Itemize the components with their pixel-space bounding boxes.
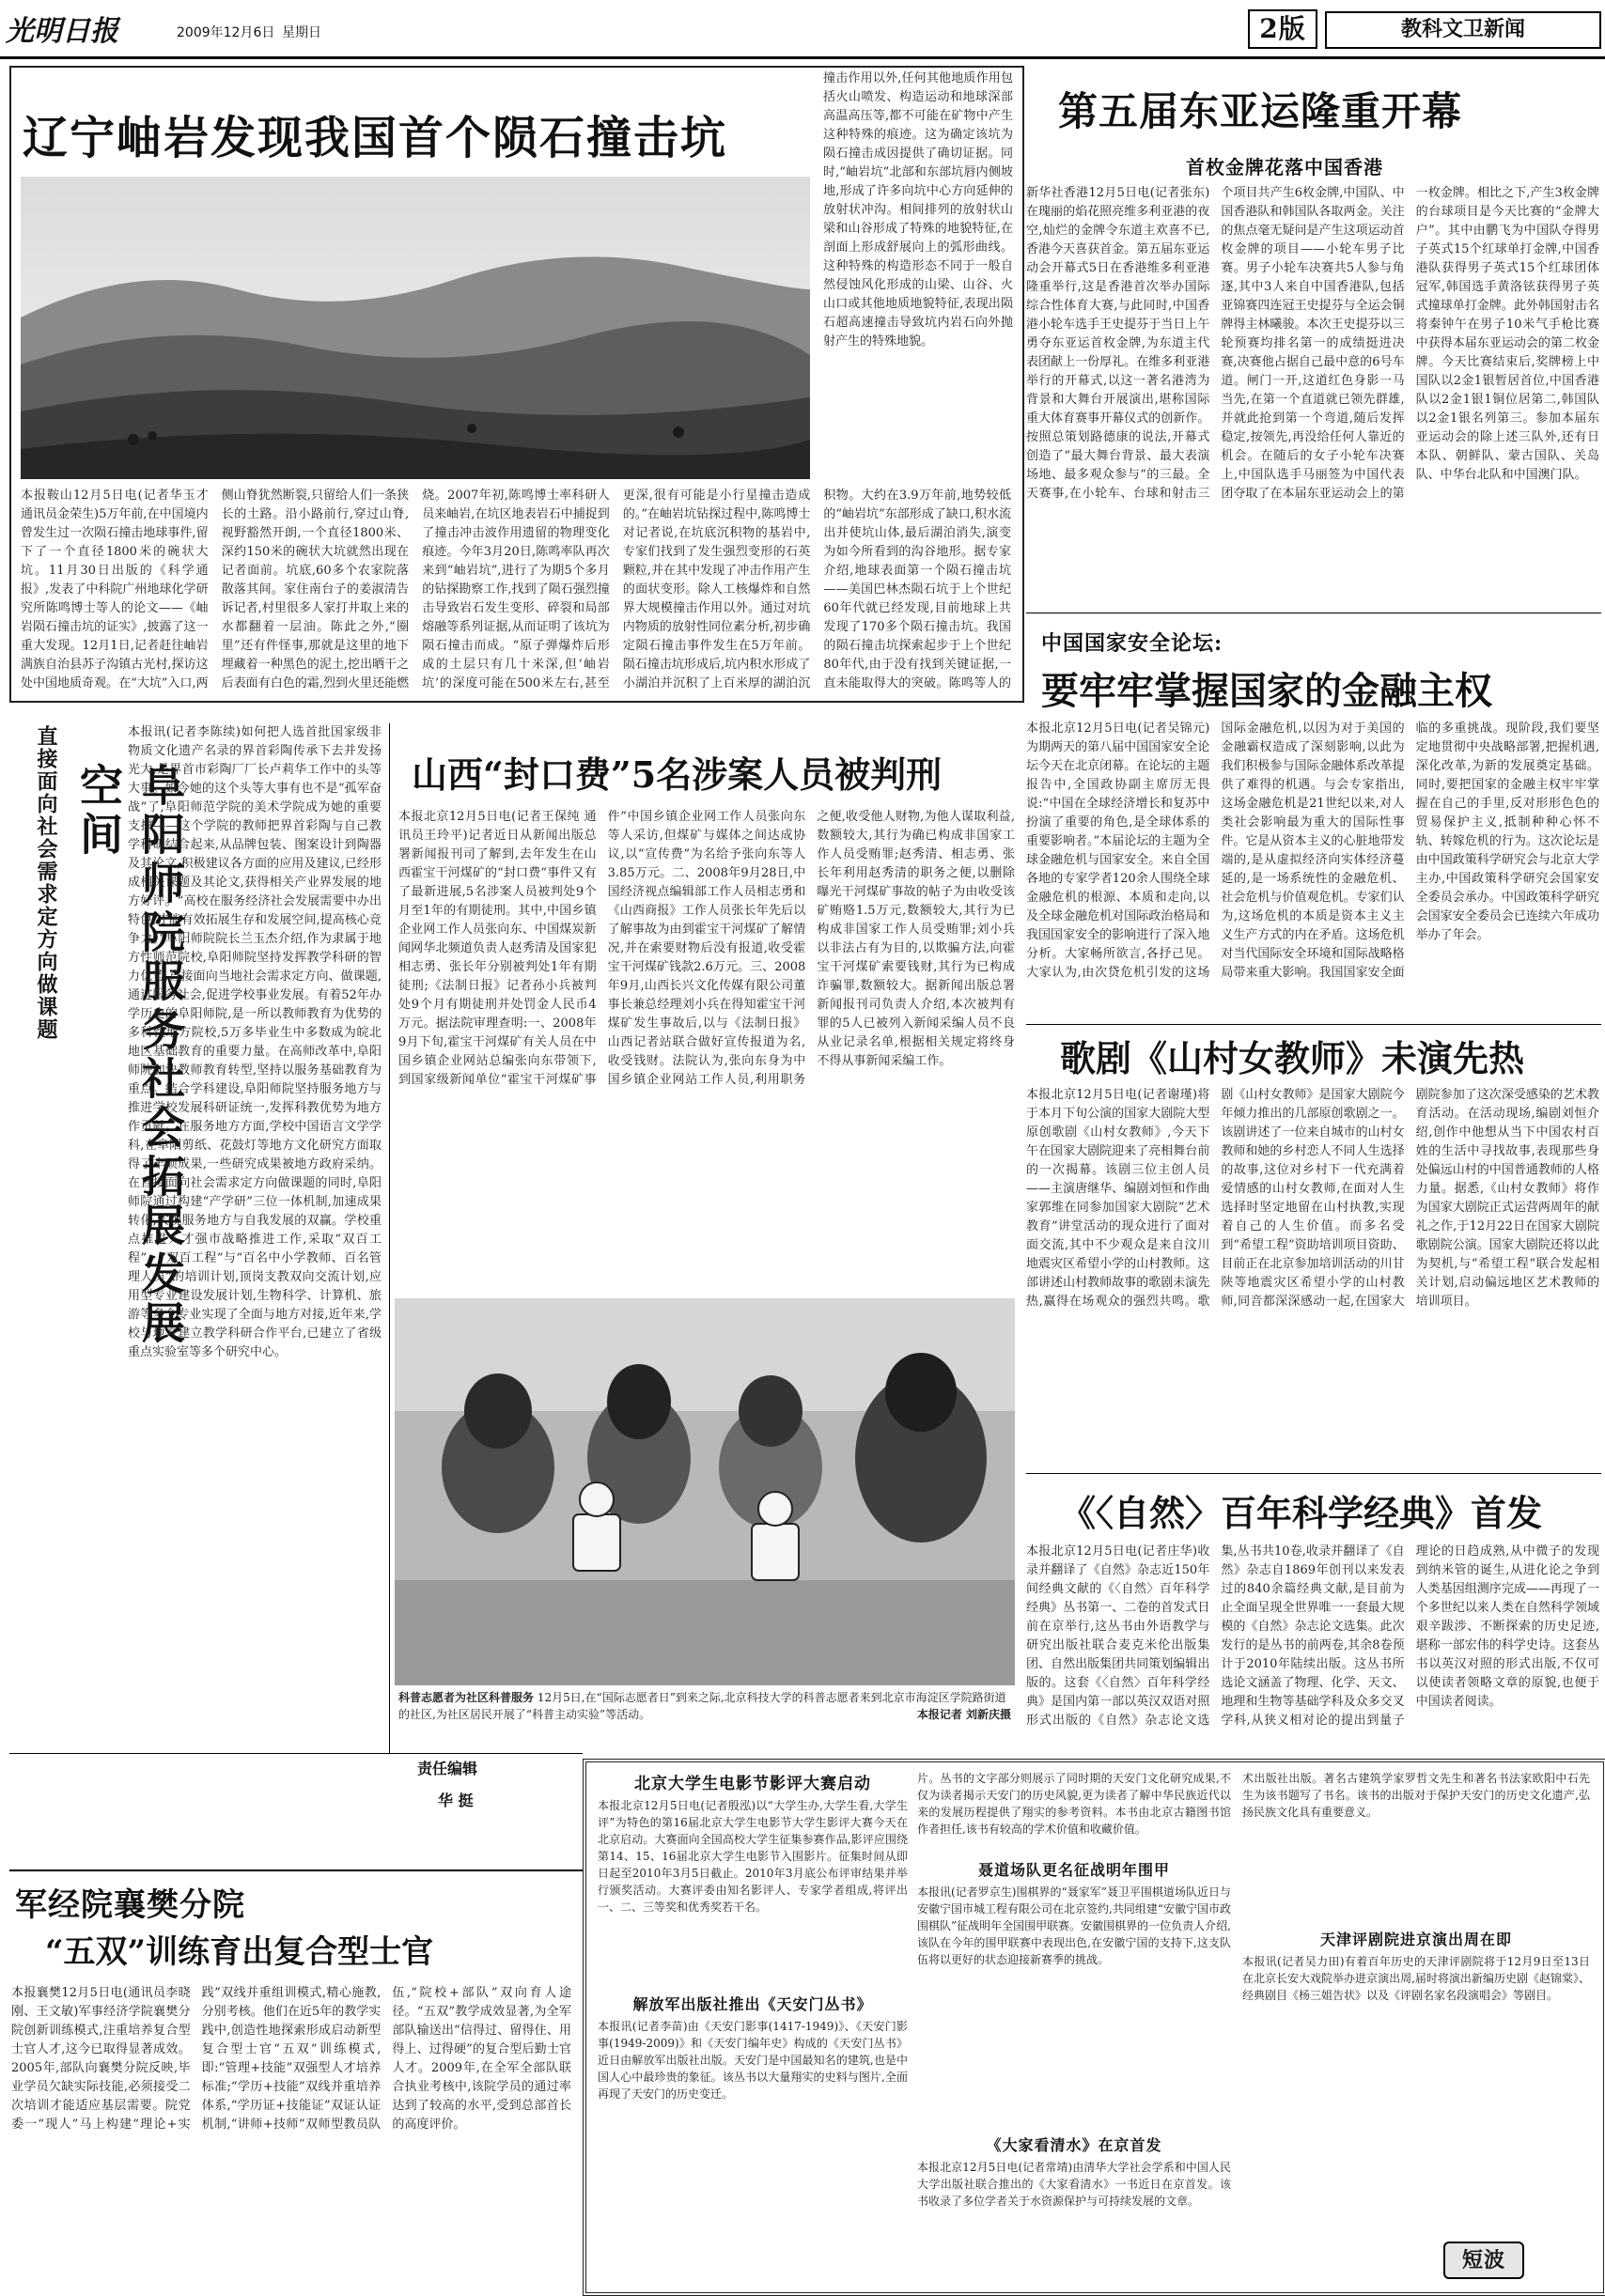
military-title-2: “五双”训练育出复合型士官 (45, 1933, 434, 1971)
newspaper-logo: 光明日报 (6, 15, 118, 48)
issue-date: 2009年12月6日 (177, 25, 275, 40)
fuyang-subtitle: 直接面向社会需求定方向做课题 (34, 725, 58, 1041)
brief-1-body: 本报北京12月5日电(记者殷泓)以“大学生办,大学生看,大学生评”为特色的第16届北京大学生电影节大学生影评大赛今天在北京启动。大赛面向全国高校大学生征集参赛作品,影评应围绕第14、15、16届北京大学生电影节入围影片。征集时间从即日起至2010年3月5日截止。2010年3月底公布评审结果并举行颁奖活动。大赛评委由知名影评人、专家学者组成,将评出一、二、三等奖和优秀奖若干名。 (598, 1799, 908, 1914)
opera-title: 歌剧《山村女教师》未演先热 (1060, 1037, 1525, 1079)
fuyang-title: 阜阳师院服务社会拓展发展空间 (73, 763, 186, 1349)
brief-4-body: 本报北京12月5日电(记者常靖)由清华大学社会学系和中国人民大学出版社联合推出的《大家看清水》一书近日在京首发。该书收录了多位学者关于水资源保护与可持续发展的文章。 (917, 2161, 1231, 2208)
page-number: 2版 (1248, 9, 1317, 49)
fuyang-body: 本报讯(记者李陈续)如何把人选首批国家级非物质文化遗产名录的界首彩陶传承下去并发扬光大,是界首市彩陶厂厂长卢莉华工作中的头等大事。如今她的这个头等大事有也不是“孤军奋战”了,阜阳师范学院的美术学院成为她的重要支撑——这个学院的教师把界首彩陶与自己教学科研结合起来,从品牌包装、图案设计到陶器及其论文,积极建议各方面的应用及建议,已经形成相关课题及其论文,获得相关产业界发展的地方好评。“高校在服务经济社会发展需要中办出特色,才能有效拓展生存和发展空间,提高核心竞争力。”阜阳师院院长兰玉杰介绍,作为隶属于地方性师范院校,阜阳师院坚持发挥教学科研的智力优势,直接面向当地社会需求定方向、做课题,通过服务社会,促进学校事业发展。有着52年办学历史的阜阳师院,是一所以教师教育为优势的多科性地方院校,5万多毕业生中多数成为皖北地区基础教育的重要力量。在高师改革中,阜阳师院加快教师教育转型,坚持以服务基础教育为重点。结合学科建设,阜阳师院坚持服务地方与推进学校发展科研证统一,发挥科教优势为地方作贡献。在服务地方方面,学校中国语言文学学科,在阜阳剪纸、花鼓灯等地方文化研究方面取得了丰硕成果,一些研究成果被地方政府采纳。在直接面向社会需求定方向做课题的同时,阜阳师院通过构建“产学研”三位一体机制,加速成果转化,实现服务地方与自我发展的双赢。学校重点推进人才强市战略推进工作,采取“双百工程”、“双百工程”与“百名中小学教师、百名管理人员”的培训计划,顶岗支教双向交流计划,应用型专业建设发展计划,生物科学、计算机、旅游等多个专业实现了全面与地方对接,近年来,学校与地方建立教学科研合作平台,已建立了省级重点实验室等多个研究中心。 (128, 725, 382, 1359)
shanxi-case-body: 本报北京12月5日电(记者王保纯 通讯员王玲平)记者近日从新闻出版总署新闻报刊司了解到,去年发生在山西霍宝干河煤矿的“封口费”事件又有了最新进展,5名涉案人员被判处9个月至1年的有期徒刑。其中,中国乡镇企业网工作人员张向东、中国煤炭新闻网华北频道负责人赵秀清及国家犯相志勇、张长年分别被判处1年有期徒刑;《法制日报》记者孙小兵被判处9个月有期徒刑并处罚金人民币4万元。据法院审理查明:一、2008年9月下旬,霍宝干河煤矿有关人员在中国乡镇企业网站总编张向东带领下,到国家级新闻单位“霍宝干河煤矿事件”中国乡镇企业网工作人员张向东等人采访,但煤矿与媒体之间达成协议,以“宣传费”为名给予张向东等人3.85万元。二、2008年9月28日,中国经济视点编辑部工作人员相志勇和《山西商报》工作人员张长年先后以了解事故为由到霍宝干河煤矿了解情况,并在索要财物后没有报道,收受霍宝干河煤矿钱款2.6万元。三、2008年9月,山西长兴文化传媒有限公司董事长兼总经理刘小兵在得知霍宝干河煤矿发生事故后,以与《法制日报》山西记者站联合做好宣传报道为名,收受钱财。法院认为,张向东身为中国乡镇企业网站工作人员,利用职务之便,收受他人财物,为他人谋取利益,数额较大,其行为确已构成非国家工作人员受贿罪;赵秀清、相志勇、张长年利用赵秀清的职务之便,以删除曝光干河煤矿事故的帖子为由收受该矿贿赂1.5万元,数额较大,其行为已构成非国家工作人员受贿罪;刘小兵以非法占有为目的,以欺骗方法,向霍宝干河煤矿索要钱财,其行为已构成诈骗罪,数额较大。据新闻出版总署新闻报刊司负责人介绍,本次被判有罪的5人已被列入新闻采编人员不良从业记录名单,根据相关规定将终身不得从事新闻采编工作。 (398, 810, 1015, 1087)
meteorite-side-text: 撞击作用以外,任何其他地质作用包括火山喷发、构造运动和地球深部高温高压等,都不可能在矿物中产生这种特殊的痕迹。这为确定该坑为陨石撞击成因提供了确切证据。同时,“岫岩坑”北部和东部坑唇内侧坡地,形成了许多向坑中心方向延伸的放射状冲沟。相间排列的放射状山梁和山谷形成了特殊的地貌特征,在剖面上形成舒展向上的弧形曲线。这种特殊的构造形态不同于一般自然侵蚀风化形成的山梁、山谷、火山口或其他地质地貌特征,表现出陨石超高速撞击导致坑内岩石向外抛射产生的特殊地貌。 (823, 71, 1013, 349)
brief-6-body: 片。丛书的文字部分则展示了同时期的天安门文化研究成果,不仅为读者揭示天安门的历史风貌,更为读者了解中华民族近代以来的发展历程提供了翔实的参考资料。本书由北京古籍图书馆作者担任,该书有较高的学术价值和收藏价值。 (917, 1772, 1231, 1836)
briefs-tag: 短波 (1443, 2242, 1524, 2279)
military-title-1: 军经院襄樊分院 (15, 1886, 245, 1924)
opera-body: 本报北京12月5日电(记者谢瑾)将于本月下旬公演的国家大剧院大型原创歌剧《山村女教师》,今天下午在国家大剧院迎来了亮相舞台前的一次揭幕。该剧三位主创人员——主演唐继华、编剧刘恒和作曲家郭维在同参加国家大剧院“艺术教育”讲堂活动的现众进行了面对面交流,其中不少观众是来自汶川地震灾区希望小学的山村教师。这部讲述山村教师故事的歌剧未演先热,赢得在场观众的强烈共鸣。歌剧《山村女教师》是国家大剧院今年倾力推出的几部原创歌剧之一。该剧讲述了一位来自城市的山村女教师和她的乡村恋人不同人生选择的故事,这位对乡村下一代充满着爱情感的山村女教师,在面对人生选择时坚定地留在山村执教,实现着自己的人生价值。而多名受到“希望工程”资助培训项目资助、目前正在北京参加培训活动的川甘陕等地震灾区希望小学的山村教师,同音都深深感动一起,在国家大剧院参加了这次深受感染的艺术教育活动。在活动现场,编剧刘恒介绍,创作中他想从当下中国农村百姓的生活中寻找故事,表现那些身处偏远山村的中国普通教师的人格力量。据悉,《山村女教师》将作为国家大剧院正式运营两周年的献礼之作,于12月22日在国家大剧院歌剧院公演。国家大剧院还将以此为契机,与“希望工程”联合发起相关计划,启动偏远地区艺术教师的培训项目。 (1026, 1088, 1599, 1309)
east-asian-games-title: 第五届东亚运隆重开幕 (1058, 88, 1463, 134)
brief-7-body: 术出版社出版。著名古建筑学家罗哲文先生和著名书法家欧阳中石先生为该书题写了书名。该书的出版对于保护天安门的历史文化遗产,弘扬民族文化具有重要意义。 (1242, 1772, 1590, 1819)
brief-3-body: 本报讯(记者李苗)由《天安门影事(1417-1949)》、《天安门影事(1949-2009)》和《天安门编年史》构成的《天安门丛书》近日由解放军出版社出版。天安门是中国最知名的建筑,也是中国人心中最珍贵的象征。该丛书以大量翔实的史料与图片,全面再现了天安门的历史变迁。 (598, 2020, 908, 2101)
masthead-rule (0, 56, 1605, 59)
brief-3-title: 解放军出版社推出《天安门丛书》 (632, 1995, 873, 2013)
editor-label: 责任编辑 (417, 1760, 478, 1777)
financial-security-kicker: 中国国家安全论坛: (1041, 631, 1223, 656)
east-asian-games-body: 新华社香港12月5日电(记者张东)在瑰丽的焰花照亮维多利亚港的夜空,灿烂的金牌令东道主欢喜不已,香港今天喜获首金。第五届东亚运动会开幕式5日在香港维多利亚港隆重举行,这是香港首次举办国际综合性体育大赛,与此同时,中国香港小轮车选手王史提芬于当日上午勇夺东亚运首枚金牌,为东道主代表团献上一份厚礼。在维多利亚港举行的开幕式,以这一著名港湾为背景和大舞台开展演出,堪称国际重大体育赛事开幕仪式的创新作。按照总策划路德康的说法,开幕式创造了“最大舞台背景、最大表演场地、最多观众参与”的三最。全天赛事,在小轮车、台球和射击三个项目共产生6枚金牌,中国队、中国香港队和韩国队各取两金。关注的焦点毫无疑问是产生这项运动首枚金牌的项目——小轮车男子比赛。男子小轮车决赛共5人参与角逐,其中3人来自中国香港队,包括亚锦赛四连冠王史提芬与全运会铜牌得主林曦骏。本次王史提芬以三轮预赛均排名第一的成绩挺进决赛,决赛他占据自己最中意的6号车道。闸门一开,这道红色身影一马当先,在第一个直道就已领先群雄,并就此抢到第一个弯道,随后发挥稳定,按领先,再没给任何人靠近的机会。在随后的女子小轮车决赛上,中国队选手马丽签为中国代表团夺取了在本届东亚运动会上的第一枚金牌。相比之下,产生3枚金牌的台球项目是今天比赛的“金牌大户”。其中由鹏飞为中国队夺得男子英式15个红球单打金牌,中国香港队获得男子英式15个红球团体冠军,韩国选手黄洛铉获得男子英式撞球单打金牌。此外韩国射击名将秦钟午在男子10米气手枪比赛中获得本届东亚运动会的第二枚金牌。今天比赛结束后,奖牌榜上中国队以2金1银暂居首位,中国香港队以2金1银1铜位居第二,韩国队以2金1银名列第三。参加本届东亚运动会的除上述三队外,还有日本队、朝鲜队、蒙古国队、关岛队、中华台北队和中国澳门队。 (1026, 186, 1599, 501)
photo2-caption (398, 1689, 1011, 1738)
science-volunteers-photo (395, 1298, 1015, 1685)
photo2-credit: 本报记者 刘新庆摄 (916, 1708, 1011, 1721)
financial-security-title: 要牢牢掌握国家的金融主权 (1041, 669, 1492, 713)
brief-1-title: 北京大学生电影节影评大赛启动 (634, 1775, 871, 1793)
brief-4-title: 《大家看清水》在京首发 (986, 2136, 1162, 2154)
nature-classics-body: 本报北京12月5日电(记者庄华)收录并翻译了《自然》杂志近150年间经典文献的《〈自然〉百年科学经典》丛书第一、二卷的首发式日前在京举行,这丛书由外语教学与研究出版社联合麦克米伦出版集团、自然出版集团共同策划编辑出版的。这套《〈自然〉百年科学经典》是国内第一部以英汉双语对照形式出版的《自然》杂志论文选集,丛书共10卷,收录并翻译了《自然》杂志自1869年创刊以来发表过的840余篇经典文献,是目前为止全面呈现全世界唯一一套最大规模的《自然》杂志论文选集。此次发行的是丛书的前两卷,其余8卷预计于2010年陆续出版。这丛书所选论文涵盖了物理、化学、天文、地理和生物等基础学科及众多交叉学科,从狭义相对论的提出到量子理论的日趋成熟,从中微子的发现到纳米管的诞生,从进化论之争到人类基因组测序完成——再现了一个多世纪以来人类在自然科学领域艰辛跋涉、不断探索的历史足迹,堪称一部宏伟的科学史诗。这套丛书以英汉对照的形式出版,不仅可以使读者领略文章的原貌,也便于中国读者阅读。 (1026, 1544, 1599, 1728)
masthead (0, 0, 1605, 58)
divider-5 (9, 1753, 583, 1754)
briefs-col-3 (1242, 1770, 1590, 2277)
shanxi-case-title: 山西“封口费”5名涉案人员被判刑 (412, 753, 943, 796)
meteorite-title: 辽宁岫岩发现我国首个陨石撞击坑 (23, 112, 728, 164)
brief-5-title: 天津评剧院进京演出周在即 (1319, 1931, 1512, 1948)
brief-2-body: 本报讯(记者罗京生)围棋界的“聂家军”聂卫平围棋道场队近日与安徽宁国市城工程有限公司在北京签约,共同组建“安徽宁国市政围棋队”征战明年全国围甲联赛。安徽围棋界的一位负责人介绍,该队在今年的围甲联赛中表现出色,在安徽宁国的支持下,这支队伍将以更好的状态迎接新赛季的挑战。 (917, 1885, 1231, 1966)
briefs-col-2 (917, 1770, 1231, 2277)
divider-4 (1026, 1473, 1601, 1474)
financial-security-body: 本报北京12月5日电(记者吴锦元)为期两天的第八届中国国家安全论坛今天在北京闭幕。在论坛的主题报告中,全国政协副主席厉无畏说:“中国在全球经济增长和复苏中扮演了重要的角色,是全球体系的重要影响者。”本届论坛的主题为全球金融危机与国家安全。来自全国各地的专家学者120余人围绕全球金融危机的根源、本质和走向,以及全球金融危机对国际政治格局和我国国家安全的影响进行了深入地分析。大家畅所欲言,各抒己见。大家认为,由次贷危机引发的这场国际金融危机,以因为对于美国的金融霸权造成了深刻影响,以此为我们积极参与国际金融体系改革提供了难得的机遇。与会专家指出,这场金融危机是21世纪以来,对人类社会影响最为重大的国际性事件。它是从资本主义的心脏地带发端的,是从虚拟经济向实体经济蔓延的,是一场系统性的金融危机、社会危机与价值观危机。专家们认为,这场危机的本质是资本主义主义生产方式的内在矛盾。这场危机对当代国际安全环境和国际战略格局带来重大影响。我国国家安全面临的多重挑战。现阶段,我们要坚定地贯彻中央战略部署,把握机遇,深化改革,为新的发展奠定基础。同时,要把国家的金融主权牢牢掌握在自己的手里,反对形形色色的贸易保护主义,抵制种种心怀不轨、转嫁危机的行为。这次论坛是由中国政策科学研究会与北京大学主办,中国政策科学研究会国家安全委员会承办。中国政策科学研究会国家安全委员会已连续六年成功举办了年会。 (1026, 721, 1599, 980)
section-name (1325, 11, 1601, 49)
photo2-caption-lead: 科普志愿者为社区科普服务 (398, 1691, 535, 1704)
photo2-caption-text: 12月5日,在“国际志愿者日”到来之际,北京科技大学的科普志愿者来到北京市海淀区学院路街道的社区,为社区居民开展了“科普主动实验”等活动。 (398, 1691, 1006, 1721)
crater-landscape-photo (21, 177, 810, 479)
east-asian-games-subtitle: 首枚金牌花落中国香港 (1186, 156, 1383, 178)
meteorite-body: 本报鞍山12月5日电(记者华玉才 通讯员金荣生)5万年前,在中国境内曾发生过一次陨石撞击地球事件,留下了一个直径1800米的碗状大坑。11月30日出版的《科学通报》,发表了中科院广州地球化学研究所陈鸣博士等人的论文——《岫岩陨石撞击坑的证实》,披露了这一重大发现。12月1日,记者赶往岫岩满族自治县苏子沟镇古光村,探访这处中国地质奇观。在“大坑”入口,两侧山脊犹然断裂,只留给人们一条狭长的土路。沿小路前行,穿过山脊,视野豁然开朗,一个直径1800米、深约150米的碗状大坑就然出现在记者面前。坑底,60多个农家院落散落其间。家住南台子的姜淑清告诉记者,村里很多人家打井取上来的水都翻着一层油。陈此之外,“圈里”还有件怪事,那就是这里的地下埋藏着一种黑色的泥土,挖出晒干之后表面有白色的霜,烈到火里还能燃烧。2007年初,陈鸣博士率科研人员来岫岩,在坑区地表岩石中捕捉到了撞击冲击波作用遗留的物理变化痕迹。今年3月20日,陈鸣率队再次来到“岫岩坑”,进行了为期5个多月的钻探勘察工作,找到了陨石强烈撞击导致岩石发生变形、碎裂和局部熔融等系列证据,从而证明了该坑为陨石撞击而成。“原子弹爆炸后形成的土层只有几十米深,但‘岫岩坑’的深度可能在500米左右,甚至更深,很有可能是小行星撞击造成的。”在岫岩坑钻探过程中,陈鸣博士对记者说,在坑底沉积物的基岩中,专家们找到了发生强烈变形的石英颗粒,并在其中发现了冲击作用产生的面状变形。除人工核爆炸和自然界大规模撞击作用以外。通过对坑内物质的放射性同位素分析,初步确定陨石撞击事件发生在5万年前。陨石撞击坑形成后,坑内积水形成了小湖泊并沉积了上百米厚的湖泊沉积物。大约在3.9万年前,地势较低的“岫岩坑”东部形成了缺口,积水流出并使坑山体,最后湖泊消失,演变为如今所看到的沟谷地形。据专家介绍,地球表面第一个陨石撞击坑——美国巴林杰陨石坑于上个世纪60年代就已经发现,目前地球上共发现了170多个陨石撞击坑。我国的陨石撞击坑探索起步于上个世纪80年代,由于没有找到关键证据,一直未能取得大的突破。陈鸣等人的 (21, 489, 1011, 690)
brief-2-title: 聂道场队更名征战明年围甲 (977, 1861, 1170, 1879)
brief-5-body: 本报讯(记者吴力田)有着百年历史的天津评剧院将于12月9日至13日在北京长安大戏院举办进京演出周,届时将演出新编历史剧《赵锦棠》、经典剧目《杨三姐告状》以及《评剧名家名段演唱会》等剧目。 (1242, 1955, 1590, 2002)
section-name-text: 教科文卫新闻 (1400, 18, 1525, 41)
divider-3 (389, 723, 390, 1753)
briefs-col-1 (598, 1770, 908, 2277)
nature-classics-title: 《〈自然〉百年科学经典》首发 (1060, 1492, 1543, 1534)
divider-6 (9, 1869, 583, 1871)
issue-weekday: 星期日 (282, 25, 321, 40)
editor-name: 华 挺 (438, 1792, 474, 1809)
divider-2 (1026, 1024, 1601, 1025)
military-body: 本报襄樊12月5日电(通讯员李晓刚、王文敏)军事经济学院襄樊分院创新训练模式,注重培养复合型士官人才,这今已取得显著成效。2005年,部队向襄樊分院反映,毕业学员欠缺实际技能,必须接受二次培训才能适应基层需要。院党委一“现人”马上构建“理论+实践”双线并重组训模式,精心施教,分别考核。他们在近5年的教学实践中,创造性地探索形成启动新型复合型士官“五双”训练模式,即:“管理+技能”双强型人才培养标准;“学历+技能”双线并重培养体系,“学历证+技能证”双证认证机制,“讲师+技师”双师型教员队伍,“院校+部队”双向育人途径。“五双”教学成效显著,为全军部队输送出“信得过、留得住、用得上、过得硬”的复合型后勤士官人才。2009年,在全军全部队联合执业考核中,该院学员的通过率达到了较高的水平,受到总部首长的高度评价。 (11, 1986, 571, 2132)
